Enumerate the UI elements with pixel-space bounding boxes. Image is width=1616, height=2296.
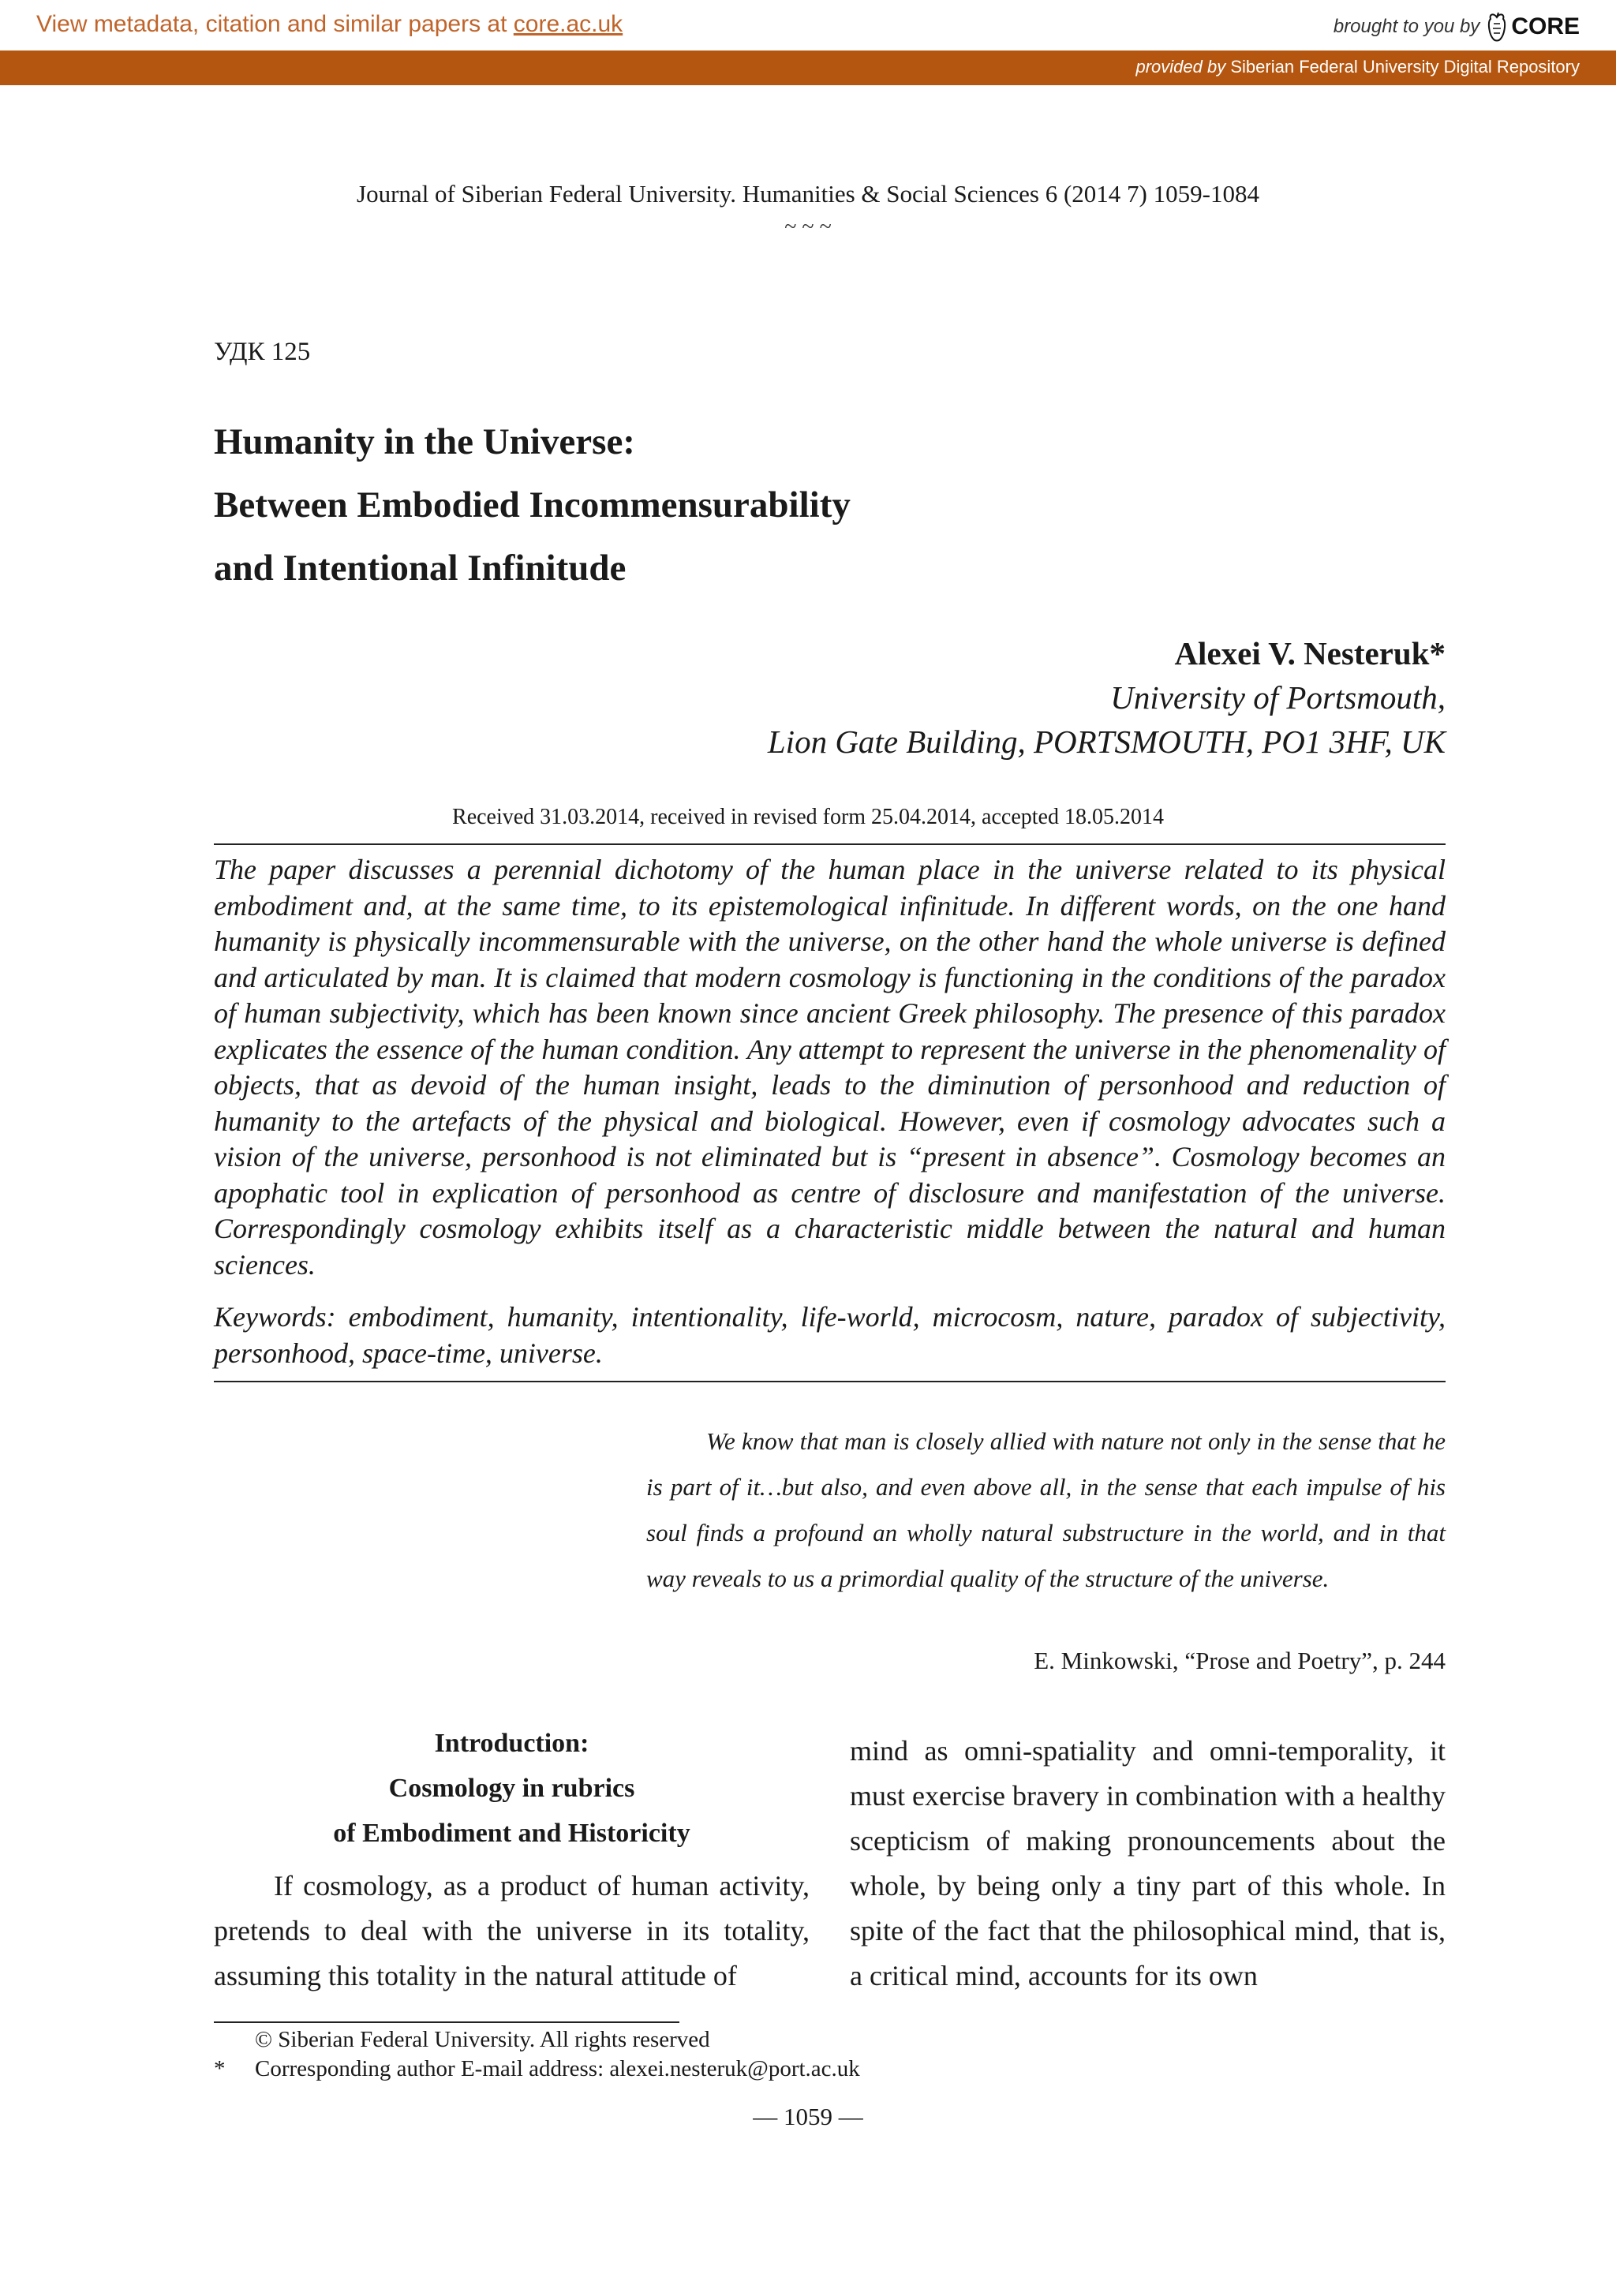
paper-title [214, 410, 851, 600]
received-dates: Received 31.03.2014, received in revised form 25.04.2014, accepted 18.05.2014 [452, 805, 1164, 829]
header-separator: ~ ~ ~ [784, 215, 832, 239]
title-line-3: and Intentional Infinitude [214, 548, 627, 589]
body-column-right: mind as omni-spatiality and omni-temporality, it must exercise bravery in combination with a healthy scepticism of making pronouncements about the whole, by being only a tiny part of this whole. In spite of the fact that the philosophical mind, that is, a critical mind, accounts for its own [850, 1735, 1446, 1991]
core-logo-text: CORE [1511, 13, 1580, 39]
author-name: Alexei V. Nesteruk* [1174, 635, 1446, 671]
core-link-prefix: View metadata, citation and similar papers at [36, 11, 507, 37]
keywords: Keywords: embodiment, humanity, intentionality, life-world, microcosm, nature, paradox of subjectivity, personhood, space-time, universe. [214, 1301, 1446, 1369]
footnote-rule [214, 2021, 679, 2023]
core-provided-by[interactable] [1136, 57, 1580, 77]
core-brought-by[interactable] [1334, 11, 1580, 43]
epigraph-source: E. Minkowski, “Prose and Poetry”, p. 244 [1034, 1647, 1446, 1674]
epigraph-quote: We know that man is closely allied with nature not only in the sense that he is part of it…but also, and even above all, in the sense that each impulse of his soul finds a profound an wholly natural substructure in the world, and in that way reveals to us a primordial quality of the structure of the universe. [646, 1427, 1446, 1592]
author-affiliation-2: Lion Gate Building, PORTSMOUTH, PO1 3HF, UK [767, 724, 1446, 760]
abstract-bottom-rule [214, 1381, 1446, 1382]
title-line-2: Between Embodied Incommensurability [214, 484, 851, 525]
core-logo[interactable] [1486, 11, 1580, 43]
core-link[interactable]: core.ac.uk [513, 11, 623, 37]
title-line-1: Humanity in the Universe: [214, 421, 635, 462]
abstract: The paper discusses a perennial dichotomy of the human place in the universe related to its physical embodiment and, at the same time, to its epistemological infinitude. In different words, on the one hand humanity is physically incommensurable with the universe, on the other hand the whole universe is defined and articulated by man. It is claimed that modern cosmology is functioning in the conditions of the paradox of human subjectivity, which has been known since ancient Greek philosophy. The presence of this paradox explicates the essence of the human condition. Any attempt to represent the universe in the phenomenality of objects, that as devoid of the human insight, leads to the diminution of personhood and reduction of humanity to the artefacts of the physical and biological. However, even if cosmology advocates such a vision of the universe, personhood is not eliminated but is “present in absence”. Cosmology becomes an apophatic tool in explication of personhood as centre of disclosure and manifestation of the universe. Correspondingly cosmology exhibits itself as a characteristic middle between the natural and human sciences. [214, 854, 1446, 1281]
udk-code: УДК 125 [214, 338, 311, 366]
footnote-corresponding-text: Corresponding author E-mail address: alexei.nesteruk@port.ac.uk [255, 2056, 860, 2081]
core-brought-text: brought to you by [1333, 16, 1480, 37]
footnote-copyright: © Siberian Federal University. All rights reserved [255, 2027, 710, 2052]
author-affiliation-1: University of Portsmouth, [1110, 679, 1446, 716]
core-metadata-link[interactable] [36, 11, 623, 38]
abstract-top-rule [214, 843, 1446, 845]
author-block [768, 631, 1446, 764]
section-heading-line-2: Cosmology in rubrics [388, 1774, 635, 1803]
footnote-star: * [214, 2056, 226, 2081]
page-number: — 1059 — [753, 2103, 863, 2130]
section-heading-line-1: Introduction: [434, 1729, 589, 1758]
core-provided-source: Siberian Federal University Digital Repository [1230, 57, 1580, 77]
section-heading [214, 1721, 810, 1856]
section-heading-line-3: of Embodiment and Historicity [333, 1819, 690, 1848]
core-banner [0, 0, 1616, 50]
footnote-corresponding [214, 2056, 860, 2082]
body-column-left: If cosmology, as a product of human activity, pretends to deal with the universe in its totality, assuming this totality in the natural attitude of [214, 1870, 810, 1991]
core-provided-prefix: provided by [1135, 57, 1226, 77]
journal-header: Journal of Siberian Federal University. Humanities & Social Sciences 6 (2014 7) 1059-1084 [357, 180, 1259, 208]
core-apple-icon [1486, 11, 1508, 43]
